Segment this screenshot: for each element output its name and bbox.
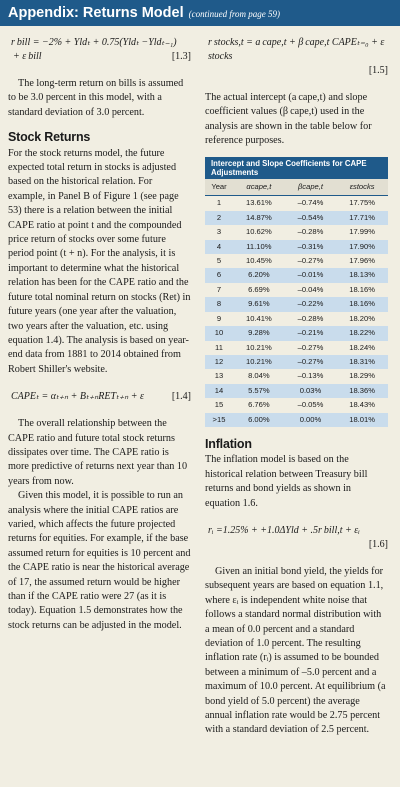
table-cell: 9 <box>216 313 222 323</box>
table-cell: –0.27% <box>285 355 336 369</box>
table-row <box>205 312 388 326</box>
table-cell: 9.61% <box>233 297 285 311</box>
table-cell: 7 <box>216 284 222 294</box>
right-column <box>205 36 388 738</box>
table-cell: 3 <box>216 227 222 237</box>
table-cell: 6.69% <box>248 284 270 294</box>
table-row <box>205 369 388 383</box>
table-row <box>205 240 388 254</box>
table-cell: 18.13% <box>336 268 388 282</box>
table-cell: 4 <box>205 240 233 254</box>
table-cell: 18.43% <box>349 400 375 410</box>
table-cell: –0.27% <box>297 256 324 266</box>
relationship-paragraph: The overall relationship between the CAPE ratio and future total stock returns dissipates over time. The CAPE ratio is more predictive of returns next year than 10 years from now. <box>8 418 188 487</box>
table-row <box>205 413 388 427</box>
table-row <box>205 297 388 311</box>
table-cell: 13 <box>214 371 224 381</box>
table-cell: 5.57% <box>233 384 285 398</box>
page-title: Appendix: Returns Model <box>8 5 184 21</box>
table-cell: 8.04% <box>248 371 270 381</box>
table-cell: 6.20% <box>233 268 285 282</box>
table-row <box>205 196 388 211</box>
equation-1-6: rᵢ =1.25% + +1.0ΔYld + .5r bill,t + εᵢ [1.6] <box>208 524 388 550</box>
table-row <box>205 268 388 282</box>
table-cell: 18.22% <box>336 326 388 340</box>
section-heading-stock-returns: Stock Returns <box>8 130 91 145</box>
table-cell: –0.05% <box>297 400 324 410</box>
table-cell: –0.22% <box>285 297 336 311</box>
table-cell: 18.36% <box>336 384 388 398</box>
table-cell: –0.74% <box>297 198 324 208</box>
stock-returns-paragraph: For the stock returns model, the future expected total return in stocks is adjusted based on the historical relation. For example, in Panel B of Figure 1 (see page 53) there is a relation between the initial CAPE ratio at point t and the compounded price return of stocks over some future period point (t + n). For the analysis, it is important to determine what the historical relation has been for the CAPE ratio and the future total nominal return on stocks (Ret) in future years (one year after the valuation, two years after the valuation, etc. using equation 1.4). The analysis is based on year-end data from 1881 to 2014 obtained from Robert Shiller's website. <box>8 147 191 375</box>
table-cell: –0.27% <box>297 342 324 352</box>
bills-paragraph: The long-term return on bills is assumed to be 3.0 percent in this model, with a standard deviation of 3.0 percent. <box>8 78 184 118</box>
equation-1-3: r bill = −2% + Yldₜ + 0.75(Yldₜ −Yldₜ₋₁) + ε bill [1.3] <box>11 37 191 62</box>
table-cell: 11.10% <box>233 240 285 254</box>
table-cell: 6 <box>205 268 233 282</box>
table-cell: –0.13% <box>297 371 324 381</box>
table-cell: 10 <box>205 326 233 340</box>
table-cell: 14 <box>205 384 233 398</box>
table-row <box>205 398 388 412</box>
table-row <box>205 355 388 369</box>
table-cell: 18.16% <box>349 284 375 294</box>
table-cell: 12 <box>205 355 233 369</box>
table-cell: 9.28% <box>233 326 285 340</box>
left-column <box>8 36 191 738</box>
page-body <box>0 36 400 738</box>
table-row <box>205 283 388 297</box>
table-cell: 10.62% <box>245 227 272 237</box>
table-row <box>205 211 388 225</box>
table-cell: 18.29% <box>349 371 375 381</box>
table-cell: 0.03% <box>285 384 336 398</box>
table-cell: 17.99% <box>349 227 375 237</box>
table-cell: 13.61% <box>245 198 272 208</box>
inflation-paragraph: The inflation model is based on the historical relation between Treasury bill returns and bond yields as shown in equation 1.6. <box>205 454 368 509</box>
table-cell: 5 <box>216 256 222 266</box>
table-row <box>205 384 388 398</box>
table-cell: 8 <box>205 297 233 311</box>
table-row <box>205 341 388 355</box>
equation-number: [1.3] <box>171 51 191 62</box>
equation-1-5: r stocks,t = a cape,t + β cape,t CAPEₜ₌₀ + ε stocks [1.5] <box>208 37 388 76</box>
table-header-cell: βcape,t <box>285 179 336 196</box>
equation-1-4: CAPEₜ = αₜ₊ₙ + Bₜ₊ₙRETₜ₊ₙ + ε [1.4] <box>11 391 191 403</box>
table-row <box>205 254 388 268</box>
table-cell: 10.45% <box>245 256 272 266</box>
table-cell: 18.20% <box>349 313 375 323</box>
coefficients-paragraph: The actual intercept (a cape,t) and slope coefficient values (β cape,t) used in the analysis are shown in the table below for reference purposes. <box>205 92 372 147</box>
page-header <box>0 0 400 26</box>
table-row <box>205 225 388 239</box>
table-cell: –0.21% <box>285 326 336 340</box>
table-caption: Intercept and Slope Coefficients for CAPE Adjustments <box>205 157 388 179</box>
table-cell: –0.01% <box>285 268 336 282</box>
table-cell: 11 <box>215 342 223 352</box>
table-cell: 17.71% <box>336 211 388 225</box>
table-cell: 15 <box>214 400 224 410</box>
table-cell: 18.31% <box>336 355 388 369</box>
table-header-cell: αcape,t <box>233 179 285 196</box>
table-cell: –0.04% <box>297 284 324 294</box>
table-cell: 0.00% <box>285 413 336 427</box>
table-cell: 17.75% <box>349 198 375 208</box>
table-cell: –0.54% <box>285 211 336 225</box>
table-cell: 6.00% <box>233 413 285 427</box>
section-heading-inflation: Inflation <box>205 436 252 451</box>
table-cell: –0.28% <box>297 313 324 323</box>
table-cell: 18.16% <box>336 297 388 311</box>
table-cell: 1 <box>216 198 222 208</box>
table-cell: 18.24% <box>349 342 375 352</box>
table-cell: 17.90% <box>336 240 388 254</box>
table-cell: 10.21% <box>245 342 272 352</box>
table-cell: 18.01% <box>336 413 388 427</box>
continued-note: (continued from page 59) <box>188 9 281 19</box>
table-cell: 2 <box>205 211 233 225</box>
table-row <box>205 326 388 340</box>
table-cell: >15 <box>205 413 233 427</box>
table-cell: 14.87% <box>233 211 285 225</box>
bond-yield-paragraph: Given an initial bond yield, the yields for subsequent years are based on equation 1.1, where εᵢ is independent white noise that follows a standard normal distribution with a mean of 0.0 percent and a standard deviation of 1.0 percent. The resulting inflation rate (rᵢ) is assumed to be bounded between a minimum of –5.0 percent and a maximum of 10.0 percent. At equilibrium (a bond yield of 5.0 percent) the average annual inflation rate would be 2.75 percent with a standard deviation of 2.5 percent. <box>205 565 386 736</box>
table-header-cell: εstocks <box>336 179 388 196</box>
table-header-cell: Year <box>205 179 233 196</box>
cape-coefficients-table <box>205 157 388 427</box>
table-cell: 10.21% <box>233 355 285 369</box>
table-cell: 6.76% <box>248 400 270 410</box>
model-analysis-paragraph: Given this model, it is possible to run an analysis where the initial CAPE ratios are varied, which affects the future projected returns for equities. For example, if the base assumed return for equities is 10 percent and the CAPE ratio is near the historical average of 17, the assumed return would be higher than if the CAPE ratio were 27 (as it is today). Equation 1.5 demonstrates how the stock returns can be adjusted in the model. <box>8 490 191 631</box>
table-cell: –0.31% <box>285 240 336 254</box>
table-cell: 10.41% <box>245 313 272 323</box>
table-cell: –0.28% <box>297 227 324 237</box>
table-cell: 17.96% <box>349 256 375 266</box>
